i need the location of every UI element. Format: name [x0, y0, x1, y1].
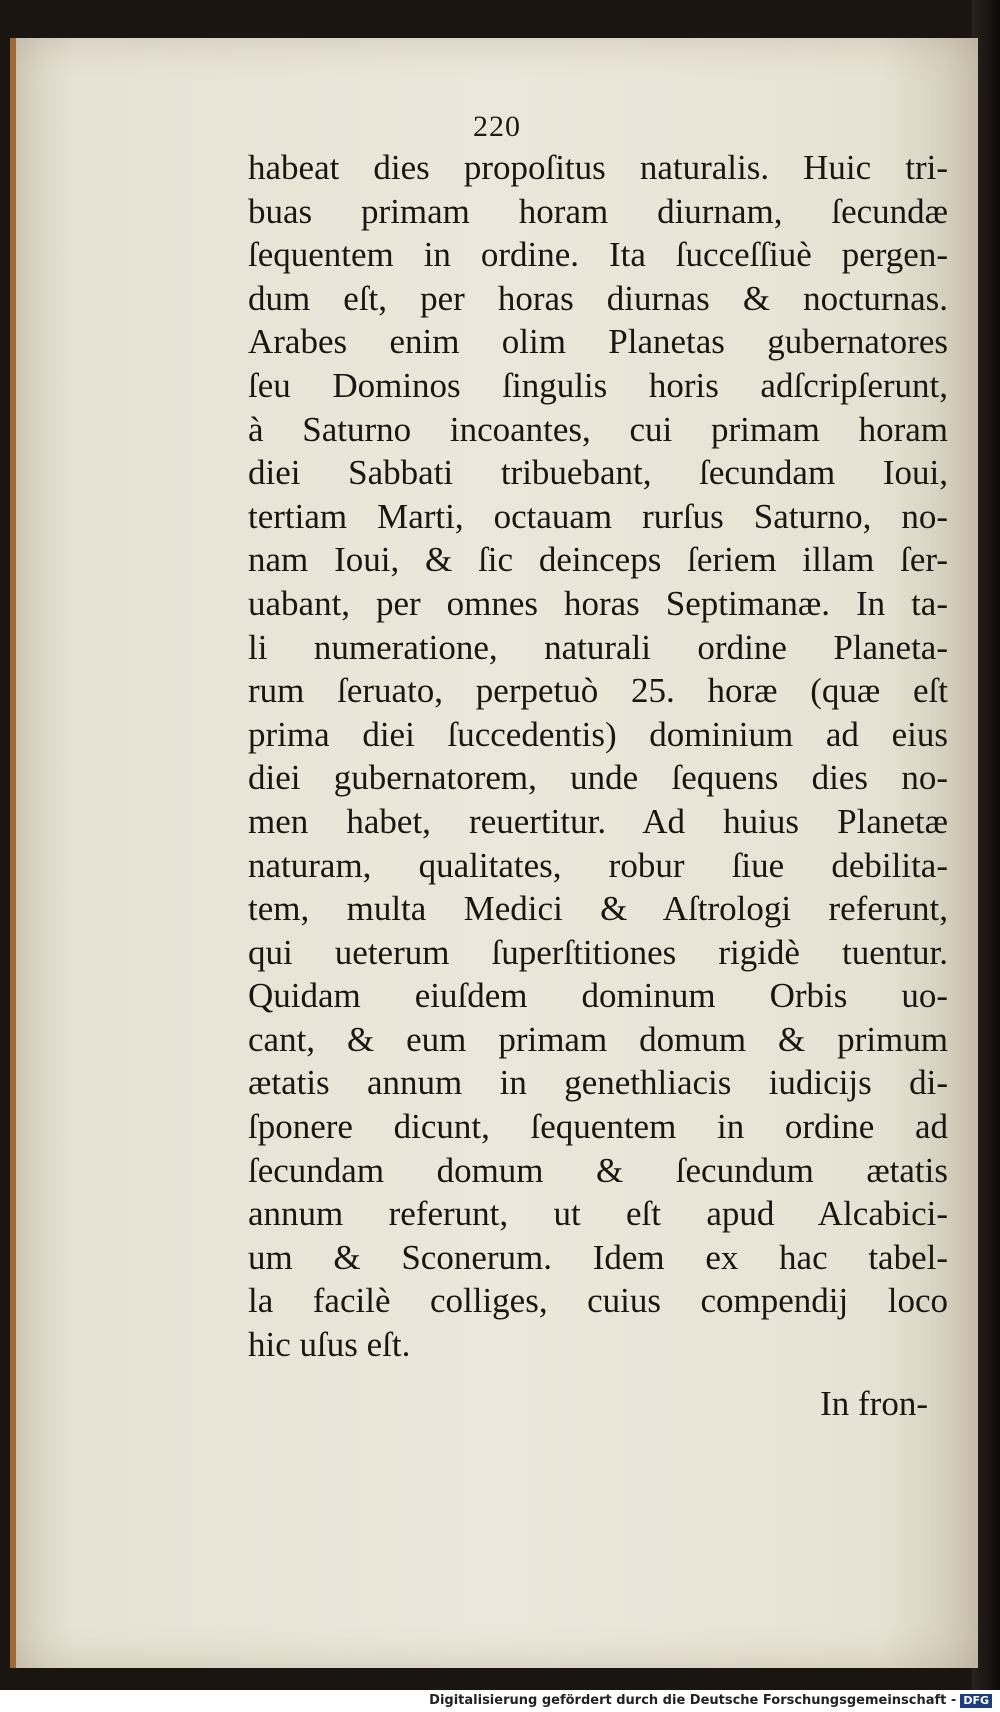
text-line: cant, & eum primam domum & primum — [248, 1019, 948, 1059]
text-line: hic uſus eſt. — [248, 1325, 411, 1365]
text-line: naturam, qualitates, robur ſiue debilita- — [248, 845, 948, 885]
text-line: ſeu Dominos ſingulis horis adſcripſerunt, — [248, 365, 948, 405]
text-line: tem, multa Medici & Aſtrologi referunt, — [248, 889, 948, 929]
text-line: nam Ioui, & ſic deinceps ſeriem illam ſer- — [248, 540, 948, 580]
text-line: habeat dies propoſitus naturalis. Huic tri- — [248, 148, 948, 187]
text-line: ſequentem in ordine. Ita ſucceſſiuè pergen- — [248, 235, 948, 275]
dfg-logo-icon: DFG — [960, 1694, 992, 1708]
text-line: à Saturno incoantes, cui primam horam — [248, 409, 948, 449]
book-page — [10, 38, 978, 1668]
text-line: rum ſeruato, perpetuò 25. horæ (quæ eſt — [248, 671, 948, 711]
text-line: dum eſt, per horas diurnas & nocturnas. — [248, 278, 948, 318]
body-text — [248, 146, 948, 1367]
text-line: ſecundam domum & ſecundum ætatis — [248, 1150, 948, 1190]
text-line: diei Sabbati tribuebant, ſecundam Ioui, — [248, 453, 948, 493]
text-line: prima diei ſuccedentis) dominium ad eius — [248, 714, 948, 754]
text-line: qui ueterum ſuperſtitiones rigidè tuentur. — [248, 932, 948, 972]
credit-text: Digitalisierung gefördert durch die Deutsche Forschungsgemeinschaft - — [429, 1693, 957, 1708]
text-line: la facilè colliges, cuius compendij loco — [248, 1281, 948, 1321]
text-line: diei gubernatorem, unde ſequens dies no- — [248, 758, 948, 798]
text-line: Quidam eiuſdem dominum Orbis uo- — [248, 976, 948, 1016]
catchword: In fron- — [820, 1384, 928, 1423]
text-line: ſponere dicunt, ſequentem in ordine ad — [248, 1107, 948, 1147]
text-line: Arabes enim olim Planetas gubernatores — [248, 322, 948, 362]
text-line: buas primam horam diurnam, ſecundæ — [248, 191, 948, 231]
text-line: li numeratione, naturali ordine Planeta- — [248, 627, 948, 667]
text-line: um & Sconerum. Idem ex hac tabel- — [248, 1237, 948, 1277]
text-line: uabant, per omnes horas Septimanæ. In ta- — [248, 583, 948, 623]
digitization-credit — [0, 1691, 992, 1711]
text-line: annum referunt, ut eſt apud Alcabici- — [248, 1194, 948, 1234]
text-line: ætatis annum in genethliacis iudicijs di- — [248, 1063, 948, 1103]
page-number: 220 — [473, 110, 521, 143]
text-line: men habet, reuertitur. Ad huius Planetæ — [248, 801, 948, 841]
text-line: tertiam Marti, octauam rurſus Saturno, no- — [248, 496, 948, 536]
